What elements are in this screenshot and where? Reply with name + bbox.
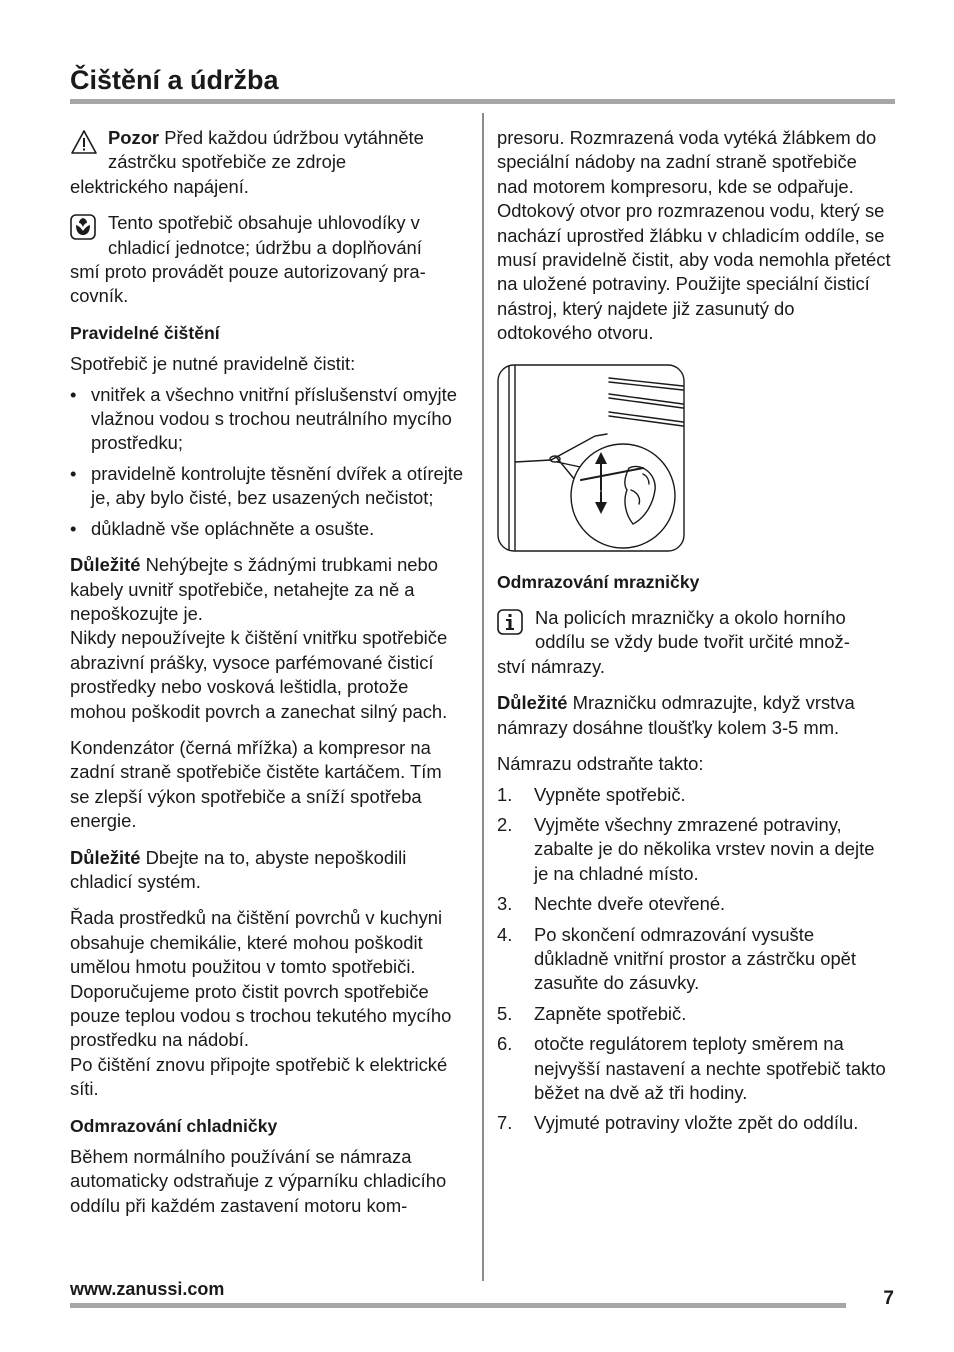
important-note-3: Důležité Mrazničku odmrazujte, když vrstva námrazy dosáhne tloušťky kolem 3-5 mm.	[497, 692, 855, 738]
environment-text-cont: smí proto provádět pouze autorizovaný pra-covník.	[70, 261, 426, 307]
important-note-1: Důležité Nehýbejte s žádnými trubkami nebo kabely uvnitř spotřebiče, netahejte za ně a nepoškozujte je.	[70, 554, 438, 624]
list-item: • důkladně vše opláchněte a osušte.	[70, 517, 465, 541]
title-rule	[70, 99, 895, 104]
cleaning-bullet-list	[70, 383, 465, 541]
right-column	[497, 126, 892, 1136]
cleaning-intro: Spotřebič je nutné pravidelně čistit:	[70, 353, 356, 375]
list-item: 5. Zapněte spotřebič.	[497, 1002, 687, 1024]
steps-intro: Námrazu odstraňte takto:	[497, 753, 704, 775]
list-item: 4. Po skončení odmrazování vysušte důkladně vnitřní prostor a zástrčku opět zasuňte do zásuvky.	[497, 923, 857, 994]
fridge-defrost-paragraph-cont: presoru. Rozmrazená voda vytéká žlábkem do speciální nádoby na zadní straně spotřebiče nad motorem kompresoru, kde se odpařuje.	[497, 127, 877, 197]
caution-note	[70, 126, 465, 175]
reconnect-paragraph: Po čištění znovu připojte spotřebič k elektrické síti.	[70, 1053, 448, 1100]
page-number: 7	[883, 1288, 894, 1309]
list-item: 2. Vyjměte všechny zmrazené potraviny, zabalte je do několika vrstev novin a dejte je na chladné místo.	[497, 813, 875, 884]
warning-icon	[70, 126, 108, 175]
environment-icon	[70, 211, 108, 260]
abrasive-warning: Nikdy nepoužívejte k čištění vnitřku spotřebiče abrazivní prášky, vysoce parfémované čisticí prostředky nebo vosková leštidla, protože mohou poškodit povrch a zanechat silný pach.	[70, 627, 448, 722]
list-item: 1. Vypněte spotřebič.	[497, 783, 686, 805]
environment-note	[70, 211, 465, 260]
bullet-marker: •	[70, 517, 77, 539]
info-note	[497, 606, 892, 655]
fridge-defrost-paragraph: Během normálního používání se námraza automaticky odstraňuje z výparníku chladicího oddílu při každém zastavení motoru kom-	[70, 1146, 447, 1216]
environment-text: Tento spotřebič obsahuje uhlovodíky v chladicí jednotce; údržbu a doplňování	[108, 212, 422, 258]
page-title: Čištění a údržba	[70, 65, 279, 95]
list-item: • pravidelně kontrolujte těsnění dvířek a otírejte je, aby bylo čisté, bez usazených nečistot;	[70, 462, 465, 511]
important-note-2: Důležité Dbejte na to, abyste nepoškodili chladicí systém.	[70, 846, 407, 892]
section-heading-regular-cleaning: Pravidelné čištění	[70, 322, 220, 343]
info-text-cont: ství námrazy.	[497, 655, 605, 677]
list-item: 6. otočte regulátorem teploty směrem na nejvyšší nastavení a nechte spotřebič takto běžet na dvě až tři hodiny.	[497, 1033, 886, 1103]
caution-label: Pozor	[108, 127, 160, 148]
section-heading-freezer-defrost: Odmrazování mrazničky	[497, 571, 700, 592]
condenser-paragraph: Kondenzátor (černá mřížka) a kompresor na zadní straně spotřebiče čistěte kartáčem. Tím se zlepší výkon spotřebiče a sníží spotřeba energie.	[70, 736, 442, 832]
bullet-marker: •	[70, 462, 77, 484]
list-item: • vnitřek a všechno vnitřní příslušenství omyjte vlažnou vodou s trochou neutrálního mycího prostředku;	[70, 383, 465, 456]
left-column	[70, 126, 465, 1218]
chemicals-paragraph: Řada prostředků na čištění povrchů v kuchyni obsahuje chemikálie, které mohou poškodit umělou hmotu použitou v tomto spotřebiči. Doporučujeme proto čistit povrch spotřebiče pouze teplou vodou s trochou tekutého mycího prostředku na nádobí.	[70, 907, 452, 1051]
column-divider	[482, 113, 484, 1281]
footer-rule	[70, 1303, 846, 1308]
footer-website: www.zanussi.com	[70, 1279, 225, 1299]
info-icon	[497, 606, 535, 655]
list-item: 7. Vyjmuté potraviny vložte zpět do oddílu.	[497, 1112, 859, 1134]
list-item: 3. Nechte dveře otevřené.	[497, 893, 726, 915]
section-heading-fridge-defrost: Odmrazování chladničky	[70, 1115, 278, 1136]
drain-hole-paragraph: Odtokový otvor pro rozmrazenou vodu, který se nachází uprostřed žlábku v chladicím oddíle, se musí pravidelně čistit, aby voda nemohla přetéct na uložené potraviny. Použijte speciální čisticí nástroj, který najdete již zasunutý do odtokového otvoru.	[497, 200, 891, 344]
defrost-steps-list	[497, 783, 892, 1136]
drain-cleaning-illustration	[497, 364, 685, 552]
info-text: Na policích mrazničky a okolo horního oddílu se vždy bude tvořit určité množ-	[535, 607, 850, 653]
bullet-marker: •	[70, 383, 77, 405]
caution-text-cont: elektrického napájení.	[70, 175, 249, 197]
caution-text: Před každou údržbou vytáhněte zástrčku spotřebiče ze zdroje	[108, 127, 424, 173]
